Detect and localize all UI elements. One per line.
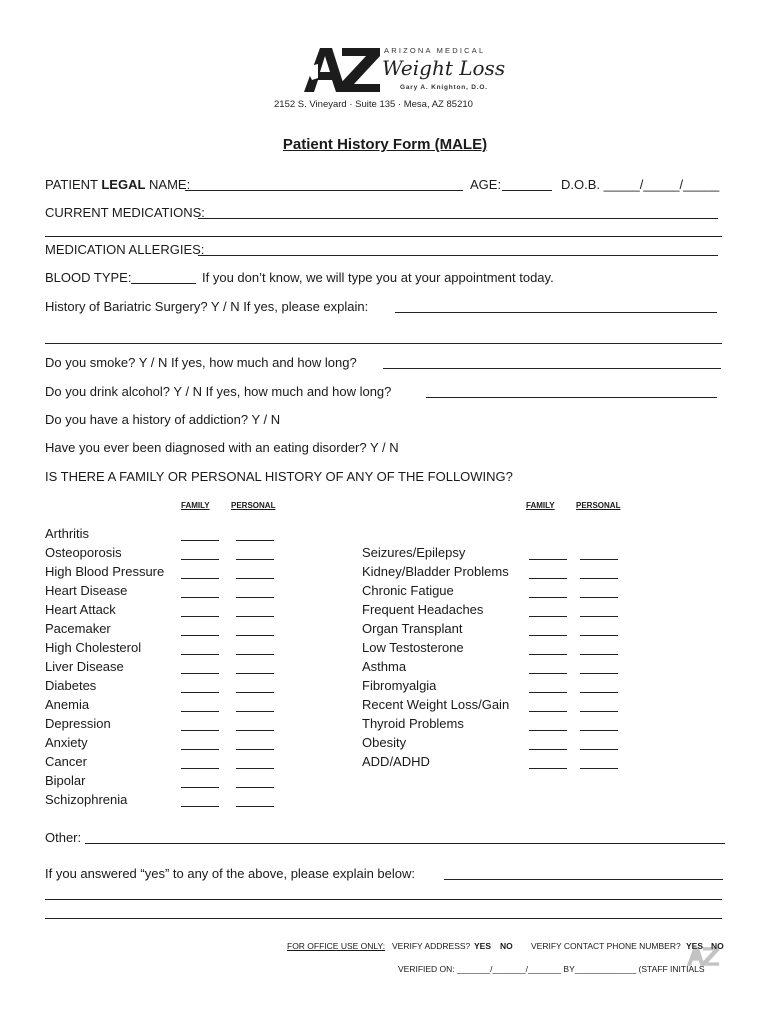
- right-condition-label: ADD/ADHD: [362, 754, 430, 769]
- right-condition-label: Seizures/Epilepsy: [362, 545, 466, 560]
- left-personal-blank[interactable]: [236, 806, 274, 807]
- right-personal-blank[interactable]: [580, 654, 618, 655]
- left-family-blank[interactable]: [181, 787, 219, 788]
- left-personal-blank[interactable]: [236, 673, 274, 674]
- left-family-blank[interactable]: [181, 540, 219, 541]
- allergies-label: MEDICATION ALLERGIES:: [45, 242, 205, 257]
- right-family-blank[interactable]: [529, 578, 567, 579]
- blood-type-field[interactable]: [131, 283, 196, 284]
- left-personal-blank[interactable]: [236, 654, 274, 655]
- right-personal-blank[interactable]: [580, 692, 618, 693]
- age-field[interactable]: [502, 190, 552, 191]
- medications-field[interactable]: [198, 218, 718, 219]
- right-personal-blank[interactable]: [580, 578, 618, 579]
- left-family-blank[interactable]: [181, 654, 219, 655]
- right-personal-blank[interactable]: [580, 768, 618, 769]
- left-family-blank[interactable]: [181, 730, 219, 731]
- patient-name-label: PATIENT LEGAL NAME:: [45, 177, 191, 192]
- right-condition-label: Obesity: [362, 735, 407, 750]
- verify-phone-no[interactable]: NO: [711, 941, 724, 951]
- bariatric-field[interactable]: [395, 312, 717, 313]
- page-title: Patient History Form (MALE): [282, 136, 488, 153]
- left-family-blank[interactable]: [181, 559, 219, 560]
- left-condition-label: Anemia: [45, 697, 90, 712]
- left-family-blank[interactable]: [181, 711, 219, 712]
- left-family-blank[interactable]: [181, 616, 219, 617]
- logo-top-text: ARIZONA MEDICAL: [384, 46, 486, 55]
- blood-type-note: If you don’t know, we will type you at your appointment today.: [202, 270, 554, 285]
- right-personal-blank[interactable]: [580, 559, 618, 560]
- left-personal-blank[interactable]: [236, 692, 274, 693]
- dob-field[interactable]: D.O.B. _____/_____/_____: [561, 177, 720, 192]
- eating-disorder-question: Have you ever been diagnosed with an eating disorder? Y / N: [45, 440, 399, 455]
- right-condition-label: Kidney/Bladder Problems: [362, 564, 509, 579]
- explain-field-line3[interactable]: [45, 918, 722, 919]
- addiction-question: Do you have a history of addiction? Y / N: [45, 412, 281, 427]
- verify-address-no[interactable]: NO: [500, 941, 513, 951]
- logo-doctor: Gary A. Knighton, D.O.: [400, 84, 488, 91]
- smoke-field[interactable]: [383, 368, 721, 369]
- explain-label: If you answered “yes” to any of the above, please explain below:: [45, 866, 415, 881]
- family-history-question: IS THERE A FAMILY OR PERSONAL HISTORY OF ANY OF THE FOLLOWING?: [45, 469, 513, 484]
- right-family-blank[interactable]: [529, 749, 567, 750]
- left-personal-blank[interactable]: [236, 711, 274, 712]
- left-condition-label: Arthritis: [45, 526, 90, 541]
- left-family-blank[interactable]: [181, 806, 219, 807]
- left-personal-blank[interactable]: [236, 616, 274, 617]
- right-family-blank[interactable]: [529, 768, 567, 769]
- right-personal-blank[interactable]: [580, 711, 618, 712]
- bariatric-field-line2[interactable]: [45, 343, 722, 344]
- left-personal-blank[interactable]: [236, 768, 274, 769]
- right-family-blank[interactable]: [529, 616, 567, 617]
- right-personal-blank[interactable]: [580, 635, 618, 636]
- right-personal-blank[interactable]: [580, 616, 618, 617]
- left-family-blank[interactable]: [181, 768, 219, 769]
- left-family-blank[interactable]: [181, 635, 219, 636]
- right-family-blank[interactable]: [529, 597, 567, 598]
- right-condition-label: Thyroid Problems: [362, 716, 464, 731]
- verify-phone-label: VERIFY CONTACT PHONE NUMBER?: [531, 941, 681, 951]
- right-condition-label: Frequent Headaches: [362, 602, 484, 617]
- left-personal-blank[interactable]: [236, 635, 274, 636]
- left-personal-blank[interactable]: [236, 787, 274, 788]
- left-condition-label: Heart Attack: [45, 602, 116, 617]
- right-condition-label: Recent Weight Loss/Gain: [362, 697, 510, 712]
- left-condition-label: Cancer: [45, 754, 87, 769]
- right-condition-label: Chronic Fatigue: [362, 583, 454, 598]
- other-field[interactable]: [85, 843, 725, 844]
- other-label: Other:: [45, 830, 82, 845]
- right-family-blank[interactable]: [529, 654, 567, 655]
- right-condition-label: Asthma: [362, 659, 407, 674]
- left-condition-label: High Cholesterol: [45, 640, 142, 655]
- left-family-blank[interactable]: [181, 578, 219, 579]
- left-personal-blank[interactable]: [236, 559, 274, 560]
- left-condition-label: Heart Disease: [45, 583, 128, 598]
- left-personal-blank[interactable]: [236, 749, 274, 750]
- left-condition-label: Liver Disease: [45, 659, 124, 674]
- logo-script-text: Weight Loss: [382, 56, 506, 80]
- blood-type-label: BLOOD TYPE:: [45, 270, 132, 285]
- left-condition-label: Anxiety: [45, 735, 88, 750]
- right-condition-label: Fibromyalgia: [362, 678, 437, 693]
- left-family-blank[interactable]: [181, 673, 219, 674]
- left-condition-label: Pacemaker: [45, 621, 111, 636]
- smoke-question: Do you smoke? Y / N If yes, how much and how long?: [45, 355, 357, 370]
- left-personal-blank[interactable]: [236, 597, 274, 598]
- left-family-blank[interactable]: [181, 692, 219, 693]
- right-family-blank[interactable]: [529, 635, 567, 636]
- right-personal-blank[interactable]: [580, 749, 618, 750]
- left-personal-blank[interactable]: [236, 578, 274, 579]
- right-family-blank[interactable]: [529, 692, 567, 693]
- family-column-header-right: FAMILY: [526, 501, 555, 510]
- verify-address-yes[interactable]: YES: [474, 941, 492, 951]
- bariatric-question: History of Bariatric Surgery? Y / N If yes, please explain:: [45, 299, 369, 314]
- right-condition-label: Organ Transplant: [362, 621, 463, 636]
- left-family-blank[interactable]: [181, 749, 219, 750]
- explain-field-line2[interactable]: [45, 899, 722, 900]
- left-condition-label: High Blood Pressure: [45, 564, 165, 579]
- clinic-address: 2152 S. Vineyard · Suite 135 · Mesa, AZ 85210: [274, 99, 473, 110]
- left-personal-blank[interactable]: [236, 730, 274, 731]
- personal-column-header-right: PERSONAL: [576, 501, 621, 510]
- office-use-label: FOR OFFICE USE ONLY:: [287, 941, 386, 951]
- right-family-blank[interactable]: [529, 711, 567, 712]
- verify-phone-yes[interactable]: YES: [686, 941, 704, 951]
- left-family-blank[interactable]: [181, 597, 219, 598]
- right-family-blank[interactable]: [529, 673, 567, 674]
- medications-label: CURRENT MEDICATIONS:: [45, 205, 205, 220]
- right-personal-blank[interactable]: [580, 673, 618, 674]
- az-watermark-icon: [686, 944, 720, 968]
- allergies-field[interactable]: [198, 255, 718, 256]
- family-column-header-left: FAMILY: [181, 501, 210, 510]
- right-personal-blank[interactable]: [580, 597, 618, 598]
- age-label: AGE:: [470, 177, 502, 192]
- verified-on-line[interactable]: VERIFIED ON: _______/_______/_______ BY_____________ (STAFF INITIALS: [398, 964, 705, 974]
- left-condition-label: Bipolar: [45, 773, 86, 788]
- left-condition-label: Schizophrenia: [45, 792, 128, 807]
- right-condition-label: Low Testosterone: [362, 640, 464, 655]
- medications-field-line2[interactable]: [45, 236, 722, 237]
- left-personal-blank[interactable]: [236, 540, 274, 541]
- verify-address-label: VERIFY ADDRESS?: [392, 941, 471, 951]
- personal-column-header-left: PERSONAL: [231, 501, 276, 510]
- az-logo-icon: [302, 44, 382, 94]
- left-condition-label: Osteoporosis: [45, 545, 122, 560]
- explain-field[interactable]: [444, 879, 723, 880]
- left-condition-label: Depression: [45, 716, 111, 731]
- alcohol-question: Do you drink alcohol? Y / N If yes, how much and how long?: [45, 384, 392, 399]
- alcohol-field[interactable]: [426, 397, 717, 398]
- right-family-blank[interactable]: [529, 730, 567, 731]
- patient-name-field[interactable]: [185, 190, 463, 191]
- left-condition-label: Diabetes: [45, 678, 97, 693]
- right-personal-blank[interactable]: [580, 730, 618, 731]
- right-family-blank[interactable]: [529, 559, 567, 560]
